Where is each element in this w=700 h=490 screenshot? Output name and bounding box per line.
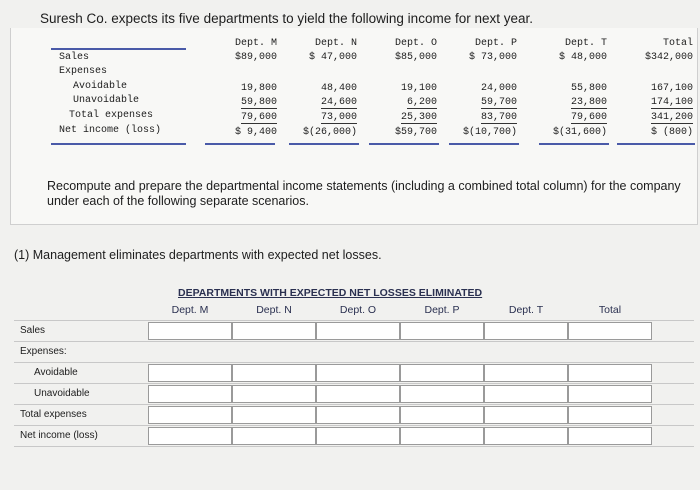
input-net-income-total[interactable] (568, 427, 652, 445)
answer-worksheet (14, 286, 694, 450)
footer-rule (205, 143, 275, 145)
requirement-1-heading: (1) Management eliminates departments with expected net losses. (14, 248, 382, 262)
input-net-income-dept-m[interactable] (148, 427, 232, 445)
row-total-expenses (14, 404, 694, 425)
input-unavoidable-dept-t[interactable] (484, 385, 568, 403)
input-avoidable-dept-n[interactable] (232, 364, 316, 382)
footer-rule (617, 143, 695, 145)
given-total-expenses: 341,200 (650, 112, 693, 123)
given-total-expenses: 79,600 (240, 112, 277, 123)
row-label: Expenses: (20, 346, 67, 357)
footer-rule (369, 143, 439, 145)
given-avoidable: 19,800 (240, 83, 277, 94)
given-head: Dept. N (314, 38, 357, 49)
input-sales-dept-o[interactable] (316, 322, 400, 340)
input-total-expenses-dept-n[interactable] (232, 406, 316, 424)
given-sales: $342,000 (644, 52, 693, 63)
given-label-total-expenses: Total expenses (69, 110, 154, 121)
input-total-expenses-dept-p[interactable] (400, 406, 484, 424)
given-avoidable: 48,400 (320, 83, 357, 94)
input-sales-dept-p[interactable] (400, 322, 484, 340)
input-sales-dept-t[interactable] (484, 322, 568, 340)
given-total-expenses: 73,000 (320, 112, 357, 123)
input-total-expenses-dept-t[interactable] (484, 406, 568, 424)
input-avoidable-total[interactable] (568, 364, 652, 382)
given-label-net-income: Net income (loss) (59, 125, 162, 136)
given-label-sales: Sales (59, 52, 90, 63)
given-total-expenses: 25,300 (400, 112, 437, 123)
col-head-dept-o: Dept. O (339, 304, 377, 316)
intro-text: Suresh Co. expects its five departments to yield the following income for next year. (40, 11, 533, 26)
given-label-expenses: Expenses (59, 66, 108, 77)
input-net-income-dept-p[interactable] (400, 427, 484, 445)
row-net-income (14, 425, 694, 447)
given-net-income: $(26,000) (302, 127, 357, 138)
input-avoidable-dept-o[interactable] (316, 364, 400, 382)
input-avoidable-dept-t[interactable] (484, 364, 568, 382)
given-sales: $85,000 (394, 52, 437, 63)
given-avoidable: 24,000 (480, 83, 517, 94)
col-head-dept-p: Dept. P (424, 304, 460, 316)
instructions-text: Recompute and prepare the departmental income statements (including a combined total column) for the company under each of the following separate scenarios. (47, 179, 681, 208)
input-sales-dept-m[interactable] (148, 322, 232, 340)
input-total-expenses-dept-m[interactable] (148, 406, 232, 424)
given-data-card (10, 28, 698, 225)
given-unavoidable: 23,800 (570, 97, 607, 108)
row-label: Unavoidable (34, 388, 90, 399)
given-avoidable: 167,100 (650, 83, 693, 94)
col-head-dept-t: Dept. T (508, 304, 544, 316)
row-label: Net income (loss) (20, 430, 98, 441)
input-sales-dept-n[interactable] (232, 322, 316, 340)
header-rule (51, 48, 186, 50)
input-unavoidable-dept-p[interactable] (400, 385, 484, 403)
input-net-income-dept-o[interactable] (316, 427, 400, 445)
footer-rule (51, 143, 186, 145)
given-net-income: $(10,700) (462, 127, 517, 138)
given-unavoidable: 59,700 (480, 97, 517, 108)
input-avoidable-dept-p[interactable] (400, 364, 484, 382)
given-sales: $ 47,000 (308, 52, 357, 63)
given-net-income: $ 9,400 (234, 127, 277, 138)
row-label: Total expenses (20, 409, 87, 420)
input-net-income-dept-n[interactable] (232, 427, 316, 445)
given-avoidable: 19,100 (400, 83, 437, 94)
row-unavoidable (14, 383, 694, 404)
input-net-income-dept-t[interactable] (484, 427, 568, 445)
given-sales: $ 73,000 (468, 52, 517, 63)
input-unavoidable-dept-o[interactable] (316, 385, 400, 403)
given-sales: $89,000 (234, 52, 277, 63)
given-label-unavoidable: Unavoidable (73, 95, 140, 106)
given-net-income: $59,700 (394, 127, 437, 138)
given-head: Dept. T (564, 38, 607, 49)
given-head: Total (662, 38, 693, 49)
row-label: Avoidable (34, 367, 78, 378)
input-unavoidable-total[interactable] (568, 385, 652, 403)
input-unavoidable-dept-n[interactable] (232, 385, 316, 403)
input-avoidable-dept-m[interactable] (148, 364, 232, 382)
given-head: Dept. M (234, 38, 277, 49)
given-total-expenses: 79,600 (570, 112, 607, 123)
input-unavoidable-dept-m[interactable] (148, 385, 232, 403)
given-sales: $ 48,000 (558, 52, 607, 63)
col-head-dept-m: Dept. M (171, 304, 209, 316)
row-avoidable (14, 362, 694, 383)
footer-rule (289, 143, 359, 145)
row-label: Sales (20, 325, 46, 336)
given-head: Dept. O (394, 38, 437, 49)
given-unavoidable: 24,600 (320, 97, 357, 108)
given-net-income: $(31,600) (552, 127, 607, 138)
given-head: Dept. P (474, 38, 517, 49)
row-expenses-heading (14, 341, 694, 362)
given-unavoidable: 174,100 (650, 97, 693, 108)
input-total-expenses-total[interactable] (568, 406, 652, 424)
given-label-avoidable: Avoidable (73, 81, 128, 92)
given-unavoidable: 59,800 (240, 97, 277, 108)
footer-rule (449, 143, 519, 145)
worksheet-title: DEPARTMENTS WITH EXPECTED NET LOSSES ELIMINATED (178, 287, 483, 299)
row-sales (14, 320, 694, 341)
given-avoidable: 55,800 (570, 83, 607, 94)
footer-rule (539, 143, 609, 145)
given-total-expenses: 83,700 (480, 112, 517, 123)
col-head-total: Total (598, 304, 622, 316)
input-sales-total[interactable] (568, 322, 652, 340)
given-net-income: $ (800) (650, 127, 693, 138)
input-total-expenses-dept-o[interactable] (316, 406, 400, 424)
col-head-dept-n: Dept. N (256, 304, 292, 316)
given-unavoidable: 6,200 (406, 97, 437, 108)
